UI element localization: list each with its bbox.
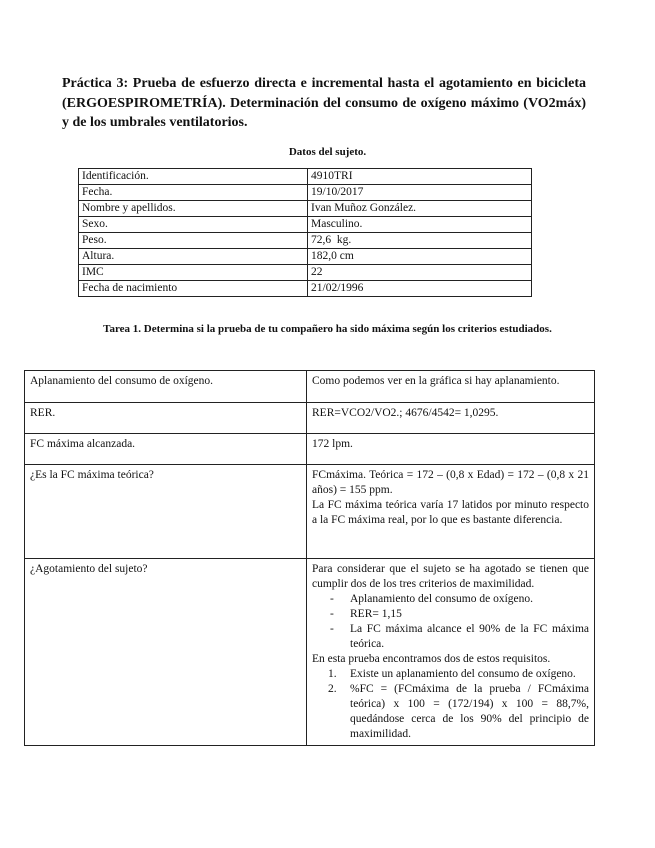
- page-title: Práctica 3: Prueba de esfuerzo directa e incremental hasta el agotamiento en bicicleta (ERGOESPIROMETRÍA). Determinación del consumo de oxígeno máximo (VO2máx) y de los umbrales ventilatorios.: [62, 76, 586, 130]
- list-bullet: -: [330, 623, 334, 635]
- label-cell: Nombre y apellidos.: [79, 201, 308, 217]
- value-cell: [307, 559, 595, 746]
- label-cell: ¿Es la FC máxima teórica?: [25, 465, 307, 559]
- value-cell: Como podemos ver en la gráfica si hay aplanamiento.: [307, 371, 595, 403]
- table-row: [79, 233, 532, 249]
- value-cell: 172 lpm.: [307, 434, 595, 465]
- table-row: [79, 249, 532, 265]
- table-row: [25, 465, 595, 559]
- value-cell: Masculino.: [308, 217, 532, 233]
- formula-text: FCmáxima. Teórica = 172 – (0,8 x Edad) = 172 – (0,8 x 21 años) = 155 ppm.: [312, 469, 589, 496]
- criteria-intro: Para considerar que el sujeto se ha agotado se tienen que cumplir dos de los tres criterios de maximilidad.: [312, 563, 589, 590]
- findings-list: [312, 667, 589, 742]
- explanation-text: La FC máxima teórica varía 17 latidos por minuto respecto a la FC máxima real, por lo que es bastante diferencia.: [312, 499, 589, 526]
- label-cell: Peso.: [79, 233, 308, 249]
- list-item: - Aplanamiento del consumo de oxígeno.: [330, 593, 534, 605]
- table-row: [25, 559, 595, 746]
- value-cell: 72,6 kg.: [308, 233, 532, 249]
- list-number: 2.: [328, 683, 337, 695]
- table-row: [79, 265, 532, 281]
- label-cell: ¿Agotamiento del sujeto?: [25, 559, 307, 746]
- task-heading: Tarea 1. Determina si la prueba de tu compañero ha sido máxima según los criterios estudiados.: [103, 323, 552, 335]
- findings-intro: En esta prueba encontramos dos de estos requisitos.: [312, 653, 551, 665]
- list-item: - La FC máxima alcance el 90% de la FC máxima teórica.: [330, 623, 589, 650]
- table-row: [25, 434, 595, 465]
- table-row: [79, 217, 532, 233]
- subject-data-table: [78, 168, 532, 297]
- value-cell: 22: [308, 265, 532, 281]
- value-cell: 19/10/2017: [308, 185, 532, 201]
- label-cell: Identificación.: [79, 169, 308, 185]
- list-bullet: -: [330, 608, 334, 620]
- value-cell: RER=VCO2/VO2.; 4676/4542= 1,0295.: [307, 403, 595, 434]
- value-cell: 4910TRI: [308, 169, 532, 185]
- value-cell: 21/02/1996: [308, 281, 532, 297]
- table-row: [25, 371, 595, 403]
- table-row: [79, 185, 532, 201]
- list-number: 1.: [328, 668, 337, 680]
- list-bullet: -: [330, 593, 334, 605]
- label-cell: FC máxima alcanzada.: [25, 434, 307, 465]
- table-row: [79, 281, 532, 297]
- label-cell: Fecha.: [79, 185, 308, 201]
- label-cell: Altura.: [79, 249, 308, 265]
- label-cell: RER.: [25, 403, 307, 434]
- list-item: - RER= 1,15: [330, 608, 402, 620]
- label-cell: Fecha de nacimiento: [79, 281, 308, 297]
- label-cell: IMC: [79, 265, 308, 281]
- table-row: [25, 403, 595, 434]
- value-cell: 182,0 cm: [308, 249, 532, 265]
- label-cell: Aplanamiento del consumo de oxígeno.: [25, 371, 307, 403]
- value-cell: [307, 465, 595, 559]
- value-cell: Ivan Muñoz González.: [308, 201, 532, 217]
- table-row: [79, 201, 532, 217]
- task-criteria-table: [24, 370, 595, 746]
- table-row: [79, 169, 532, 185]
- subject-data-heading: Datos del sujeto.: [288, 146, 367, 158]
- list-item: 1. Existe un aplanamiento del consumo de oxígeno.: [328, 668, 576, 680]
- list-item: 2. %FC = (FCmáxima de la prueba / FCmáxima teórica) x 100 = (172/194) x 100 = 88,7%, quedándose cerca de los 90% del principio de maximilidad.: [328, 683, 589, 740]
- criteria-list: [312, 592, 589, 652]
- label-cell: Sexo.: [79, 217, 308, 233]
